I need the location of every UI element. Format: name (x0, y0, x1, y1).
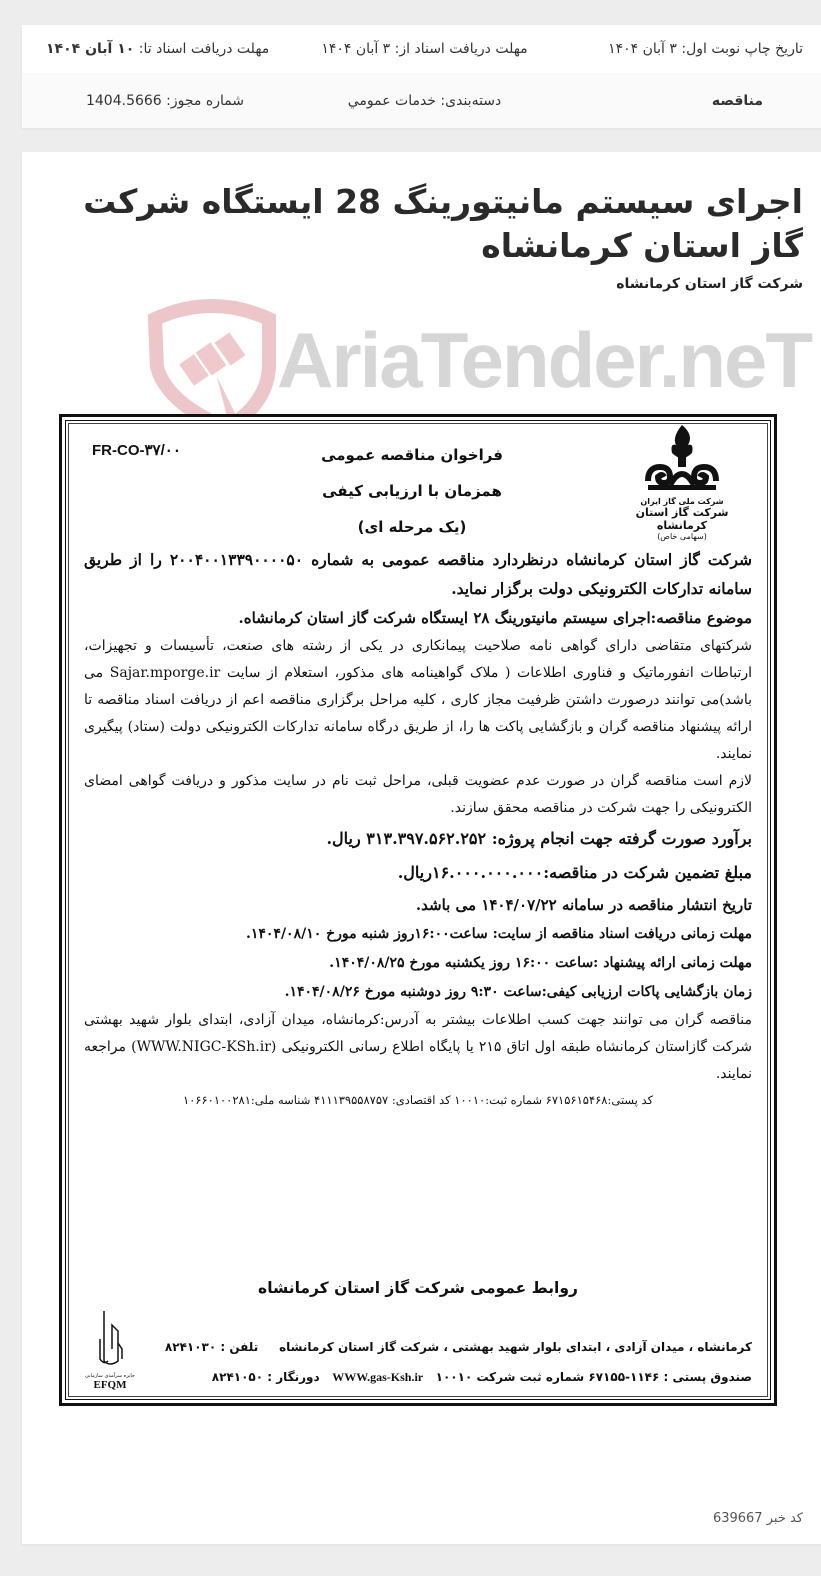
tender-type-label: مناقصه (711, 92, 763, 109)
meta-row-dates (22, 25, 821, 73)
article-title: اجرای سیستم مانیتورینگ 28 ایستگاه شرکت گاز استان کرمانشاه (83, 182, 803, 265)
contact-paragraph: مناقصه گران می توانند جهت کسب اطلاعات بیشتر به آدرس:کرمانشاه، میدان آزادی، ابتدای بلوار شهید بهشتی شرکت گازاستان کرمانشاه طبقه اول اتاق ۲۱۵ یا پایگاه اطلاع رسانی الکترونیکی (WWW.NIGC-KSh.ir) مراجعه نمایند. (84, 1012, 752, 1082)
heading-line-1: فراخوان مناقصه عمومی (321, 446, 503, 464)
article-card (22, 152, 821, 1544)
news-code-value: 639667 (712, 1511, 763, 1526)
heading-line-2: همزمان با ارزیابی کیفی (322, 482, 502, 500)
first-print-label: تاریخ چاپ نوبت اول: (681, 41, 803, 57)
doc-to-value: ۱۰ آبان ۱۴۰۴ (46, 41, 135, 57)
flame-logo-icon (642, 423, 722, 495)
footer-fax: دورنگار : ۸۲۴۱۰۵۰ (211, 1370, 320, 1384)
intro-paragraph: شرکت گاز استان کرمانشاه درنظردارد مناقصه عمومی به شماره ۲۰۰۴۰۰۱۳۳۹۰۰۰۰۵۰ را از طریق سامانه تدارکات الکترونیکی دولت برگزار نماید. (84, 550, 752, 598)
company-name: شرکت گاز استان کرمانشاه (616, 276, 803, 292)
category-label: دسته‌بندی: (440, 92, 502, 109)
news-code-label: کد خبر (766, 1511, 803, 1526)
doc-deadline-paragraph: مهلت زمانی دریافت اسناد مناقصه از سایت: ساعت۱۶:۰۰روز شنبه مورخ ۱۴۰۴/۰۸/۱۰. (245, 926, 752, 942)
efqm-sub-label: جایزه سرآمدی سازمانی (84, 1373, 135, 1379)
nigc-logo (612, 423, 752, 541)
company-ids: کد پستی:۶۷۱۵۶۱۵۴۶۸ شماره ثبت:۱۰۰۱۰ کد اقتصادی: ۴۱۱۱۳۹۵۵۸۷۵۷ شناسه ملی:۱۰۶۶۰۱۰۰۲۸۱ (182, 1093, 654, 1107)
footer-contact-row (162, 1362, 752, 1392)
permit-number (46, 93, 312, 109)
subject-paragraph: موضوع مناقصه:اجرای سیستم مانیتورینگ ۲۸ ایستگاه شرکت گاز استان کرمانشاه. (238, 609, 752, 627)
heading-line-3: (یک مرحله ای) (357, 518, 467, 536)
logo-line-3: (سهامی خاص) (657, 532, 707, 541)
logo-line-2: شرکت گاز استان کرمانشاه (635, 506, 729, 532)
news-code (713, 1511, 803, 1526)
permit-value: 1404.5666 (85, 92, 162, 109)
tender-notice-image (59, 414, 777, 1406)
footer-phone: تلفن : ۸۲۴۱۰۳۰ (164, 1340, 259, 1354)
estimate-paragraph: برآورد صورت گرفته جهت انجام پروژه: ۳۱۳.۳۹۷.۵۶۲.۲۵۲ ریال. (326, 829, 752, 848)
logo-line-1: شرکت ملی گاز ایران (640, 497, 724, 506)
publish-date-paragraph: تاریخ انتشار مناقصه در سامانه ۱۴۰۴/۰۷/۲۲ می باشد. (415, 896, 752, 914)
doc-from-value: ۳ آبان ۱۴۰۴ (321, 41, 391, 57)
footer-po-box: صندوق پستی : ۱۱۴۶-۶۷۱۵۵ شماره ثبت شرکت ۱۰۰۱۰ (435, 1370, 752, 1384)
watermark-text: AriaTender.neT (277, 316, 812, 404)
footer-address: کرمانشاه ، میدان آزادی ، ابتدای بلوار شهید بهشتی ، شرکت گاز استان کرمانشاه (279, 1340, 752, 1354)
doc-from-label: مهلت دریافت اسناد از: (394, 41, 528, 57)
footer-website: WWW.gas-Ksh.ir (332, 1370, 424, 1384)
registration-paragraph: لازم است مناقصه گران در صورت عدم عضویت قبلی، مراحل ثبت نام در سایت مذکور و دریافت گواهی امضای الکترونیکی را جهت شرکت در مناقصه محقق سازند. (84, 773, 752, 816)
opening-paragraph: زمان بازگشایی پاکات ارزیابی کیفی:ساعت ۹:۳۰ روز دوشنبه مورخ ۱۴۰۴/۰۸/۲۶. (284, 984, 752, 1000)
tender-type (537, 93, 803, 109)
doc-from-date (298, 41, 550, 57)
eligibility-paragraph: شرکتهای متقاضی دارای گواهی نامه صلاحیت پیمانکاری در یکی از رشته های صنعت، تأسیسات و تجهیزات، ارتباطات انفورماتیک و فناوری اطلاعات ( ملاک گواهینامه های مذکور، استعلام از سایت Sajar.mporge.ir می باشد)می توانند درصورت داشتن ظرفیت مجاز کاری ، کلیه مراحل برگزاری مناقصه اعم از دریافت اسناد مناقصه تا ارائه پیشنهاد مناقصه گران و بازگشایی پاکت ها را، از طریق درگاه سامانه تدارکات الکترونیکی دولت (ستاد) پیگیری نمایند. (84, 638, 752, 762)
efqm-tower-icon (90, 1309, 130, 1369)
first-print-value: ۳ آبان ۱۴۰۴ (608, 41, 677, 57)
notice-body (84, 545, 752, 1112)
meta-row-info (22, 73, 821, 128)
public-relations-signature: روابط عمومی شرکت گاز استان کرمانشاه (258, 1279, 578, 1297)
guarantee-paragraph: مبلغ تضمین شرکت در مناقصه:۱۶.۰۰۰.۰۰۰.۰۰۰ریال. (397, 863, 752, 882)
notice-heading (262, 437, 562, 545)
efqm-label: EFQM (93, 1379, 127, 1391)
category (312, 93, 538, 109)
first-print-date (551, 41, 803, 57)
doc-to-label: مهلت دریافت اسناد تا: (138, 41, 270, 57)
form-code: FR-CO-۳۷/۰۰ (92, 442, 181, 459)
tender-meta-card (22, 25, 821, 128)
permit-label: شماره مجوز: (166, 92, 245, 109)
category-value: خدمات عمومي (347, 92, 436, 109)
offer-deadline-paragraph: مهلت زمانی ارائه پیشنهاد :ساعت ۱۶:۰۰ روز یکشنبه مورخ ۱۴۰۴/۰۸/۲۵. (329, 955, 752, 971)
footer-address-row (162, 1332, 752, 1362)
doc-to-date (46, 41, 298, 57)
notice-footer (162, 1332, 752, 1392)
efqm-badge (80, 1309, 140, 1391)
